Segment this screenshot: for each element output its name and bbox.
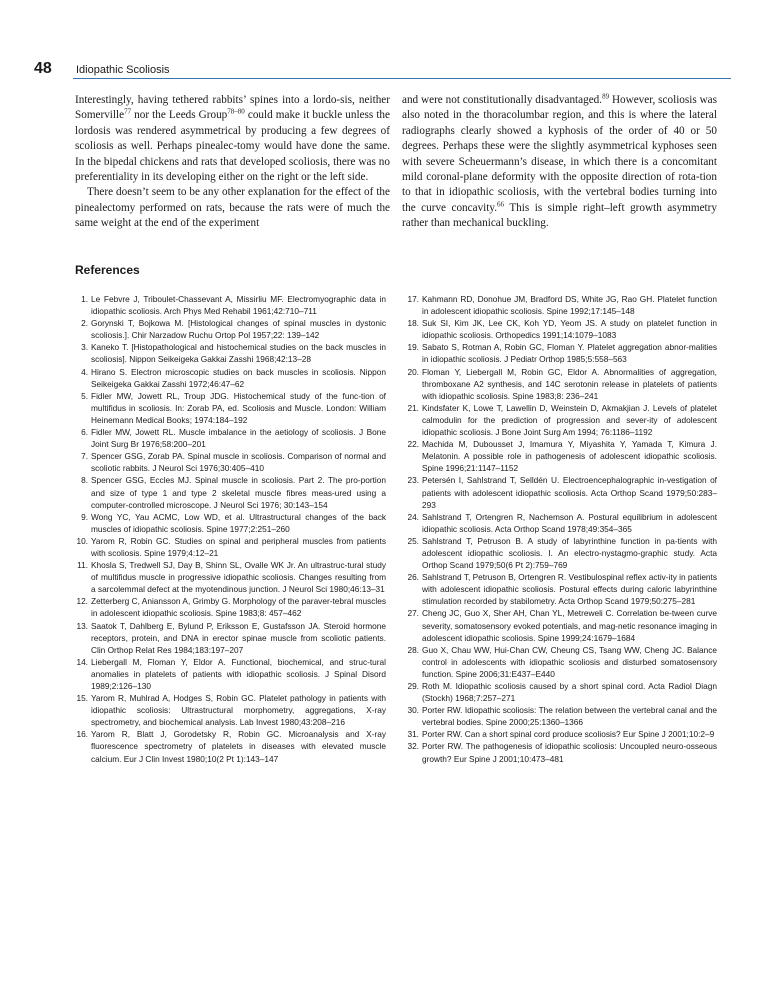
body-text-span: could make it buckle unless the lordosis was rendered asymmetrical by producing a few degrees of scoliosis as well. Perhaps pinealec-tomy would have done the same. In the bipedal chickens and rats that developed scoliosis, there was no preferentiality in its developing either on the right or the left side.: [75, 109, 390, 184]
reference-text: Wong YC, Yau ACMC, Low WD, et al. Ultrastructural changes of the back muscles of idiopathic scoliosis. Spine 1977;2:251–260: [91, 511, 386, 534]
reference-number: 24.: [407, 511, 419, 522]
reference-number: 1.: [81, 294, 88, 304]
reference-text: Petersén I, Sahlstrand T, Selldén U. Electroencephalographic in-vestigation of patients with adolescent idiopathic scoliosis. Acta Orthop Scand 1979;50:283–293: [422, 475, 717, 510]
reference-item: [406, 511, 717, 535]
reference-number: 4.: [81, 366, 88, 377]
reference-number: 27.: [407, 608, 419, 619]
reference-number: 23.: [407, 475, 419, 486]
header-rule: [73, 78, 731, 79]
reference-number: 29.: [407, 681, 419, 691]
reference-text: Porter RW. The pathogenesis of idiopathic scoliosis: Uncoupled neuro-osseous growth? Eur Spine J 2001;10:473–481: [422, 741, 717, 764]
reference-number: 20.: [407, 366, 419, 377]
reference-number: 21.: [407, 402, 419, 413]
reference-item: [75, 728, 386, 764]
citation-superscript: 66: [497, 200, 505, 209]
reference-number: 22.: [407, 439, 419, 450]
reference-text: Liebergall M, Floman Y, Eldor A. Functional, biochemical, and struc-tural anomalies in platelets of patients with idiopathic scoliosis. J Spinal Disord 1989;2:126–130: [91, 656, 386, 691]
body-paragraph: There doesn’t seem to be any other explanation for the effect of the pinealectomy performed on rats, because the rats were of much the same weight at the end of the experiment: [75, 186, 390, 230]
reference-item: [406, 607, 717, 643]
reference-item: [75, 656, 386, 692]
reference-item: [75, 293, 386, 317]
reference-number: 17.: [407, 294, 419, 304]
reference-text: Fidler MW, Jowett RL, Troup JDG. Histochemical study of the func-tion of multifidus in scoliosis. In: Zorab PA, ed. Scoliosis and Muscle. London: William Heinemann Medical Books; 1974:184–192: [91, 390, 386, 425]
reference-item: [406, 644, 717, 680]
reference-text: Spencer GSG, Eccles MJ. Spinal muscle in scoliosis. Part 2. The pro-portion and size of type 1 and type 2 skeletal muscle fibres meas-ured using a computer-controlled microscope. J Neurol Sci 1976; 30:143–154: [91, 475, 386, 510]
reference-number: 30.: [407, 705, 419, 716]
body-text-span: Interestingly, having tethered rabbits’ spines into a lordo-sis, neither Somerville: [75, 94, 390, 122]
reference-item: [406, 535, 717, 571]
reference-item: [75, 511, 386, 535]
body-text-span: This is simple right–left growth asymmetry rather than mechanical buckling.: [402, 201, 717, 230]
citation-superscript: 77: [124, 107, 132, 116]
reference-text: Yarom R, Blatt J, Gorodetsky R, Robin GC. Microanalysis and X-ray fluorescence spectrometry of platelets in diseases with elevated muscle calcium. Eur J Clin Invest 1980;10(2 Pt 1):143–147: [91, 729, 386, 764]
reference-text: Floman Y, Liebergall M, Robin GC, Eldor A. Abnormalities of aggregation, thromboxane A2 synthesis, and 14C serotonin release in platelets of patients with idiopathic scoliosis. Spine 1983;8: 236–241: [422, 366, 717, 401]
body-text-span: and were not constitutionally disadvantaged.: [402, 94, 603, 106]
reference-text: Sahlstrand T, Petruson B. A study of labyrinthine function in pa-tients with adolescent idiopathic scoliosis. I. An electro-nystagmo-graphic study. Acta Orthop Scand 1979;50(6 Pt 2):759–769: [422, 535, 717, 571]
reference-text: Sahlstrand T, Ortengren R, Nachemson A. Postural equilibrium in adolescent idiopathic scoliosis. Acta Orthop Scand 1978;49:354–365: [422, 511, 717, 534]
reference-number: 3.: [81, 342, 88, 353]
reference-item: [406, 680, 717, 704]
reference-text: Le Febvre J, Triboulet-Chassevant A, Missirliu MF. Electromyographic data in idiopathic scoliosis. Arch Phys Med Rehabil 1961;42:710–711: [91, 294, 386, 317]
body-column-left: [75, 93, 390, 232]
reference-item: [75, 474, 386, 510]
reference-item: [75, 366, 386, 390]
reference-number: 6.: [81, 427, 88, 438]
reference-item: [406, 438, 717, 474]
reference-number: 2.: [81, 318, 88, 329]
reference-text: Kahmann RD, Donohue JM, Bradford DS, White JG, Rao GH. Platelet function in adolescent idiopathic scoliosis. Spine 1992;17:145–148: [422, 294, 717, 317]
reference-number: 14.: [76, 656, 88, 667]
reference-number: 9.: [81, 511, 88, 522]
reference-item: [406, 341, 717, 365]
references-list-left: [75, 293, 386, 765]
reference-number: 25.: [407, 535, 419, 546]
reference-text: Saatok T, Dahlberg E, Bylund P, Eriksson E, Gustafsson JA. Steroid hormone receptors, protein, and DNA in erector spinae muscle from scoliotic patients. Clin Orthop Relat Res 1984;183:197–207: [91, 620, 386, 655]
citation-superscript: 78–80: [227, 107, 245, 116]
reference-text: Kindsfater K, Lowe T, Lawellin D, Weinstein D, Akmakjian J. Levels of platelet calmodulin for the prediction of progression and sever-ity of adolescent idiopathic scoliosis. J Bone Joint Surg Am 1994; 76:1186–1192: [422, 402, 717, 438]
reference-text: Sabato S, Rotman A, Robin GC, Floman Y. Platelet aggregation abnor-malities in idiopathic scoliosis. J Pediatr Orthop 1985;5:558–563: [422, 342, 717, 365]
reference-text: Gorynski T, Bojkowa M. [Histological changes of spinal muscles in dystonic scoliosis.]. Chir Narzadow Ruchu Ortop Pol 1957;22: 139–142: [91, 318, 386, 341]
reference-text: Sahlstrand T, Petruson B, Ortengren R. Vestibulospinal reflex activ-ity in patients with adolescent idiopathic scoliosis. Postural effects during caloric labyrinthine stimulation recorded by stabilometry. Acta Orthop Scand 1979;50:275–281: [422, 572, 717, 607]
reference-text: Yarom R, Muhlrad A, Hodges S, Robin GC. Platelet pathology in patients with idiopathic scoliosis: Ultrastructural morphometry, aggregations, X-ray spectrometry, and biochemical analysis. Lab Invest 1980;43:208–216: [91, 693, 386, 728]
reference-item: [406, 571, 717, 607]
page-header: [34, 60, 170, 78]
reference-number: 5.: [81, 390, 88, 401]
reference-item: [406, 474, 717, 510]
reference-number: 15.: [76, 693, 88, 704]
reference-text: Hirano S. Electron microscopic studies on back muscles in scoliosis. Nippon Seikeigeka Gakkai Zasshi 1972;46:47–62: [91, 366, 386, 389]
reference-number: 13.: [76, 620, 88, 631]
reference-item: [75, 620, 386, 656]
reference-number: 26.: [407, 572, 419, 583]
reference-item: [75, 341, 386, 365]
reference-item: [75, 317, 386, 341]
reference-text: Cheng JC, Guo X, Sher AH, Chan YL, Metreweli C. Correlation be-tween curve severity, somatosensory evoked potentials, and mag-netic resonance imaging in adolescent idiopathic scoliosis. Spine 1999;24:1679–1684: [422, 608, 717, 643]
body-text-span: nor the Leeds Group: [131, 109, 228, 122]
reference-number: 28.: [407, 644, 419, 655]
reference-item: [75, 390, 386, 426]
reference-item: [75, 450, 386, 474]
reference-number: 7.: [81, 451, 88, 462]
reference-text: Porter RW. Can a short spinal cord produce scoliosis? Eur Spine J 2001;10:2–9: [422, 729, 715, 740]
reference-number: 16.: [76, 729, 88, 740]
reference-text: Khosla S, Tredwell SJ, Day B, Shinn SL, Ovalle WK Jr. An ultrastruc-tural study of multifidus muscle in progressive idiopathic scoliosis. Changes resulting from a sarcolemmal defect at the myotendinous junction. J Neurol Sci 1980;46:13–31: [91, 560, 386, 595]
reference-item: [75, 595, 386, 619]
reference-text: Zetterberg C, Aniansson A, Grimby G. Morphology of the paraver-tebral muscles in adolescent idiopathic scoliosis. Spine 1983;8: 457–462: [91, 596, 386, 619]
reference-number: 12.: [76, 596, 88, 607]
reference-text: Suk SI, Kim JK, Lee CK, Koh YD, Yeom JS. A study on platelet function in idiopathic scoliosis. Orthopedics 1991;14:1079–1083: [422, 318, 717, 341]
reference-number: 18.: [407, 318, 419, 329]
body-paragraph: [402, 93, 717, 232]
citation-superscript: 89: [602, 92, 610, 101]
reference-item: [406, 402, 717, 438]
reference-number: 31.: [407, 729, 419, 740]
reference-item: [75, 535, 386, 559]
body-paragraph: [75, 93, 390, 185]
reference-text: Spencer GSG, Zorab PA. Spinal muscle in scoliosis. Comparison of normal and scoliotic rabbits. J Neurol Sci 1976;30:405–410: [91, 451, 386, 474]
references-heading: References: [75, 263, 140, 277]
reference-text: Kaneko T. [Histopathological and histochemical studies on the back muscles in scoliosis]. Nippon Seikeigeka Gakkai Zasshi 1968;42:13–28: [91, 342, 386, 365]
reference-text: Guo X, Chau WW, Hui-Chan CW, Cheung CS, Tsang WW, Cheng JC. Balance control in adolescents with idiopathic scoliosis and disturbed somatosensory function. Spine 2006;31:E437–E440: [422, 644, 717, 679]
reference-text: Fidler MW, Jowett RL. Muscle imbalance in the aetiology of scoliosis. J Bone Joint Surg Br 1976;58:200–201: [91, 427, 386, 450]
reference-item: [406, 317, 717, 341]
reference-number: 19.: [407, 342, 419, 353]
reference-text: Yarom R, Robin GC. Studies on spinal and peripheral muscles from patients with scoliosis. Spine 1979;4:12–21: [91, 535, 386, 558]
reference-item: [406, 704, 717, 728]
reference-item: [406, 293, 717, 317]
page-number: 48: [34, 60, 52, 77]
reference-item: [406, 366, 717, 402]
reference-number: 10.: [76, 535, 88, 546]
reference-item: [75, 559, 386, 595]
reference-text: Roth M. Idiopathic scoliosis caused by a short spinal cord. Acta Radiol Diagn (Stockh) 1968;7:257–271: [422, 681, 717, 704]
reference-item: [406, 728, 717, 740]
reference-text: Machida M, Dubousset J, Imamura Y, Miyashita Y, Yamada T, Kimura J. Melatonin. A possible role in pathogenesis of adolescent idiopathic scoliosis. Spine 1996;21:1147–1152: [422, 439, 717, 474]
reference-number: 32.: [407, 741, 419, 752]
reference-number: 8.: [81, 475, 88, 486]
body-column-right: [402, 93, 717, 232]
references-list-right: [406, 293, 717, 765]
body-text-span: However, scoliosis was also noted in the thoracolumbar region, and this is where the lateral radiographs clearly showed a kyphosis of the order of 40 or 50 degrees. Perhaps these were the slightly asymmetrical kyphoses seen with severe Scheuermann’s disease, in which there is a concomitant mild coronal-plane deformity with the opposite direction of rota-tion to that in idiopathic scoliosis, with the vertebral bodies turning into the curve concavity.: [402, 94, 717, 214]
reference-item: [406, 740, 717, 764]
reference-number: 11.: [77, 560, 88, 571]
reference-item: [75, 426, 386, 450]
reference-item: [75, 692, 386, 728]
running-title: Idiopathic Scoliosis: [76, 64, 170, 76]
reference-text: Porter RW. Idiopathic scoliosis: The relation between the vertebral canal and the vertebral bodies. Spine 2000;25:1360–1366: [422, 705, 717, 728]
